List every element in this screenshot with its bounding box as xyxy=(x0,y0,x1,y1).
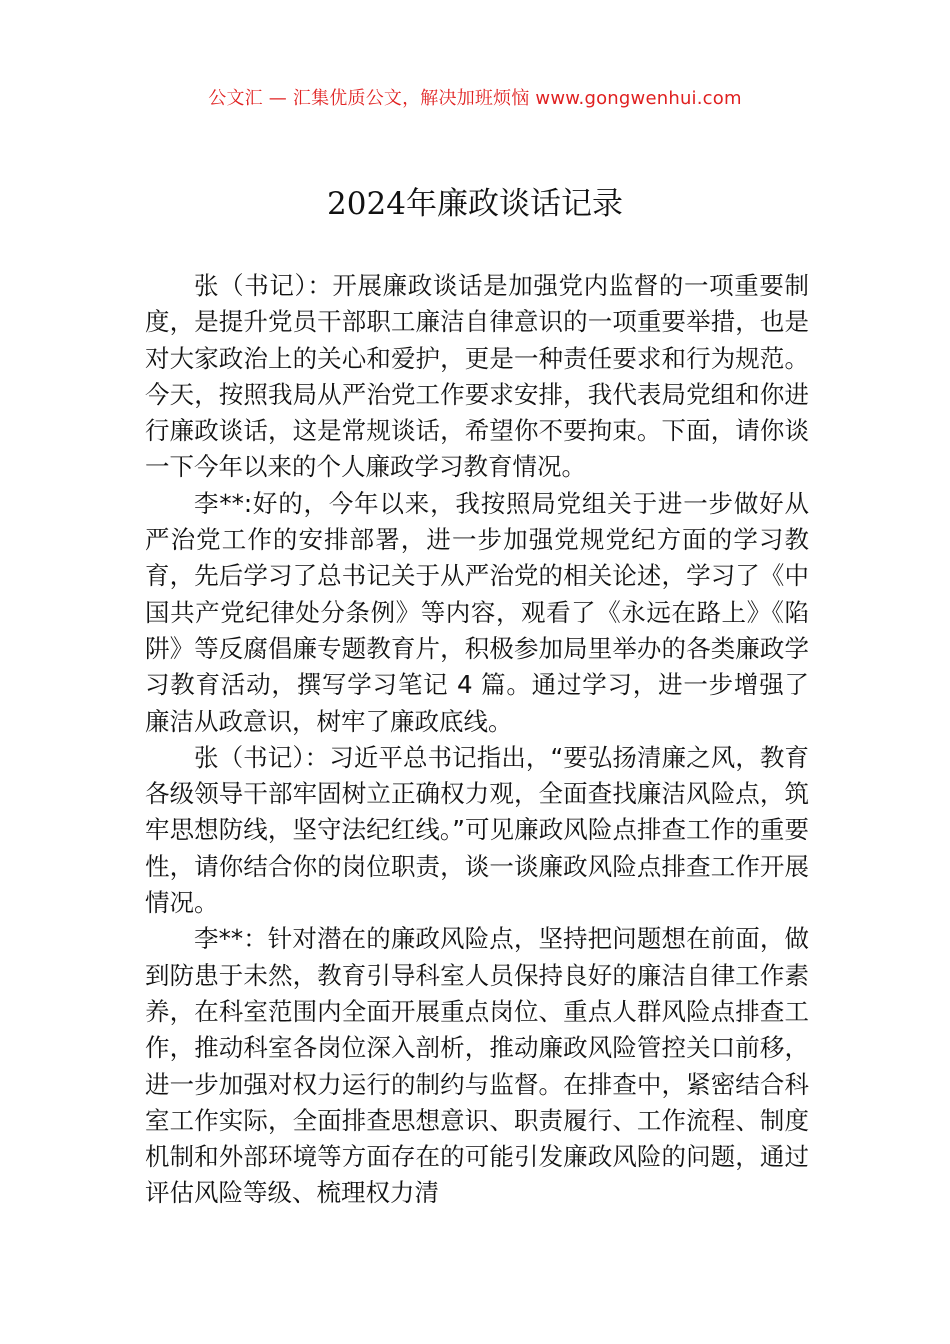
paragraph-3: 张（书记）：习近平总书记指出，“要弘扬清廉之风，教育各级领导干部牢固树立正确权力观，全面查找廉洁风险点，筑牢思想防线，坚守法纪红线。”可见廉政风险点排查工作的重要性，请你结合你的岗位职责，谈一谈廉政风险点排查工作开展情况。 xyxy=(145,742,809,918)
document-title: 2024年廉政谈话记录 xyxy=(327,186,623,222)
paragraph-4: 李**：针对潜在的廉政风险点，坚持把问题想在前面，做到防患于未然，教育引导科室人员保持良好的廉洁自律工作素养，在科室范围内全面开展重点岗位、重点人群风险点排查工作，推动科室各岗位深入剖析，推动廉政风险管控关口前移，进一步加强对权力运行的制约与监督。在排查中，紧密结合科室工作实际，全面排查思想意识、职责履行、工作流程、制度机制和外部环境等方面存在的可能引发廉政风险的问题，通过评估风险等级、梳理权力清 xyxy=(145,924,809,1208)
paragraph-1: 张（书记）：开展廉政谈话是加强党内监督的一项重要制度，是提升党员干部职工廉洁自律意识的一项重要举措，也是对大家政治上的关心和爱护，更是一种责任要求和行为规范。今天，按照我局从严治党工作要求安排，我代表局党组和你进行廉政谈话，这是常规谈话，希望你不要拘束。下面，请你谈一下今年以来的个人廉政学习教育情况。 xyxy=(145,271,809,482)
page-header-banner: 公文汇 — 汇集优质公文，解决加班烦恼 www.gongwenhui.com xyxy=(208,88,742,109)
paragraph-2: 李**:好的，今年以来，我按照局党组关于进一步做好从严治党工作的安排部署，进一步加强党规党纪方面的学习教育，先后学习了总书记关于从严治党的相关论述，学习了《中国共产党纪律处分条例》等内容，观看了《永远在路上》《陷阱》等反腐倡廉专题教育片，积极参加局里举办的各类廉政学习教育活动，撰写学习笔记 4 篇。通过学习，进一步增强了廉洁从政意识，树牢了廉政底线。 xyxy=(145,488,809,736)
document-body xyxy=(145,268,809,1212)
